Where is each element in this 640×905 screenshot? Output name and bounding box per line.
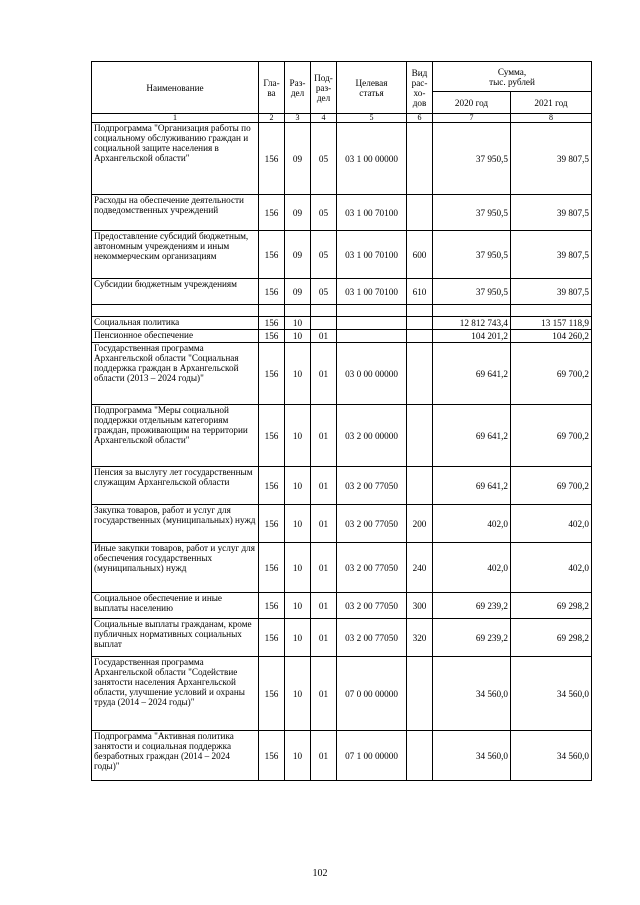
row-code-v: 610	[407, 279, 433, 305]
row-name: Расходы на обеспечение деятельности подведомственных учреждений	[92, 195, 259, 231]
row-code-r: 10	[285, 593, 311, 619]
row-sum-2021: 69 298,2	[511, 619, 592, 657]
row-code-g: 156	[259, 279, 285, 305]
row-code-v: 240	[407, 543, 433, 593]
row-sum-2021: 39 807,5	[511, 123, 592, 195]
header-glava: Гла- ва	[259, 62, 285, 114]
header-year-2020: 2020 год	[433, 92, 511, 114]
row-code-g: 156	[259, 317, 285, 330]
table-row	[92, 231, 592, 279]
row-code-g	[259, 305, 285, 317]
row-sum-2021: 402,0	[511, 505, 592, 543]
row-name: Социальные выплаты гражданам, кроме публичных нормативных социальных выплат	[92, 619, 259, 657]
row-code-r: 10	[285, 731, 311, 781]
row-code-s: 07 1 00 00000	[337, 731, 407, 781]
row-code-p: 01	[311, 343, 337, 405]
table-row	[92, 405, 592, 467]
row-code-v	[407, 467, 433, 505]
row-code-v: 320	[407, 619, 433, 657]
row-code-p: 01	[311, 330, 337, 343]
row-sum-2021: 13 157 118,9	[511, 317, 592, 330]
row-name: Пенсионное обеспечение	[92, 330, 259, 343]
row-code-v	[407, 123, 433, 195]
row-code-s	[337, 317, 407, 330]
header-razdel: Раз- дел	[285, 62, 311, 114]
row-name: Пенсия за выслугу лет государственным служащим Архангельской области	[92, 467, 259, 505]
row-code-s: 07 0 00 00000	[337, 657, 407, 731]
row-code-s: 03 1 00 70100	[337, 231, 407, 279]
row-code-s	[337, 330, 407, 343]
row-sum-2020: 69 641,2	[433, 343, 511, 405]
row-code-r: 10	[285, 343, 311, 405]
header-statya: Целевая статья	[337, 62, 407, 114]
col-number: 5	[337, 114, 407, 123]
row-sum-2020: 12 812 743,4	[433, 317, 511, 330]
row-code-g: 156	[259, 330, 285, 343]
row-sum-2020: 34 560,0	[433, 657, 511, 731]
col-number: 2	[259, 114, 285, 123]
row-code-r: 10	[285, 619, 311, 657]
table-row	[92, 731, 592, 781]
row-code-v	[407, 405, 433, 467]
row-code-g: 156	[259, 731, 285, 781]
row-code-r: 10	[285, 505, 311, 543]
row-sum-2021: 402,0	[511, 543, 592, 593]
row-code-r: 10	[285, 467, 311, 505]
row-code-p: 05	[311, 279, 337, 305]
row-name: Подпрограмма "Меры социальной поддержки отдельным категориям граждан, проживающим на территории Архангельской области"	[92, 405, 259, 467]
row-code-g: 156	[259, 405, 285, 467]
row-code-g: 156	[259, 593, 285, 619]
row-sum-2021: 34 560,0	[511, 657, 592, 731]
page-number: 102	[312, 868, 328, 879]
row-code-s: 03 1 00 70100	[337, 279, 407, 305]
row-code-r: 10	[285, 657, 311, 731]
row-name: Субсидии бюджетным учреждениям	[92, 279, 259, 305]
header-vid: Вид рас- хо- дов	[407, 62, 433, 114]
col-number: 3	[285, 114, 311, 123]
row-code-v	[407, 343, 433, 405]
table-row	[92, 619, 592, 657]
table-row	[92, 543, 592, 593]
row-sum-2020: 37 950,5	[433, 123, 511, 195]
row-code-r: 10	[285, 543, 311, 593]
column-number-row	[92, 114, 592, 123]
row-sum-2021: 39 807,5	[511, 195, 592, 231]
row-code-s: 03 1 00 70100	[337, 195, 407, 231]
table-row	[92, 657, 592, 731]
row-sum-2020: 402,0	[433, 543, 511, 593]
row-code-p: 01	[311, 467, 337, 505]
row-code-s: 03 2 00 00000	[337, 405, 407, 467]
row-code-r: 09	[285, 123, 311, 195]
row-name: Предоставление субсидий бюджетным, автономным учреждениям и иным некоммерческим организациям	[92, 231, 259, 279]
row-code-v: 600	[407, 231, 433, 279]
row-code-v	[407, 657, 433, 731]
row-sum-2021: 104 260,2	[511, 330, 592, 343]
table-row	[92, 467, 592, 505]
row-code-v: 200	[407, 505, 433, 543]
row-code-s: 03 2 00 77050	[337, 543, 407, 593]
row-code-p	[311, 305, 337, 317]
header-podrazdel: Под- раз- дел	[311, 62, 337, 114]
col-number: 1	[92, 114, 259, 123]
row-code-s	[337, 305, 407, 317]
row-name: Подпрограмма "Организация работы по социальному обслуживанию граждан и социальной защите населения в Архангельской области"	[92, 123, 259, 195]
col-number: 7	[433, 114, 511, 123]
row-code-g: 156	[259, 467, 285, 505]
table-body	[92, 123, 592, 781]
row-code-p: 01	[311, 505, 337, 543]
row-code-p: 01	[311, 405, 337, 467]
table-row	[92, 343, 592, 405]
table-row	[92, 330, 592, 343]
row-code-g: 156	[259, 231, 285, 279]
row-code-r	[285, 305, 311, 317]
row-sum-2020: 104 201,2	[433, 330, 511, 343]
row-code-g: 156	[259, 505, 285, 543]
row-code-r: 09	[285, 195, 311, 231]
header-summa: Сумма, тыс. рублей	[433, 62, 592, 92]
row-name: Иные закупки товаров, работ и услуг для обеспечения государственных (муниципальных) нужд	[92, 543, 259, 593]
row-sum-2020: 34 560,0	[433, 731, 511, 781]
row-code-p: 01	[311, 593, 337, 619]
row-sum-2021: 69 700,2	[511, 405, 592, 467]
row-code-s: 03 1 00 00000	[337, 123, 407, 195]
col-number: 8	[511, 114, 592, 123]
row-code-p	[311, 317, 337, 330]
table-row	[92, 593, 592, 619]
row-code-s: 03 0 00 00000	[337, 343, 407, 405]
row-sum-2020	[433, 305, 511, 317]
row-name: Закупка товаров, работ и услуг для государственных (муниципальных) нужд	[92, 505, 259, 543]
row-code-v	[407, 317, 433, 330]
row-code-p: 05	[311, 195, 337, 231]
row-code-s: 03 2 00 77050	[337, 593, 407, 619]
row-sum-2021: 69 700,2	[511, 467, 592, 505]
row-code-r: 10	[285, 317, 311, 330]
row-sum-2020: 37 950,5	[433, 279, 511, 305]
table-row	[92, 305, 592, 317]
row-code-g: 156	[259, 195, 285, 231]
row-sum-2020: 69 239,2	[433, 593, 511, 619]
row-sum-2020: 37 950,5	[433, 195, 511, 231]
row-code-p: 01	[311, 619, 337, 657]
row-code-r: 10	[285, 405, 311, 467]
table-row	[92, 279, 592, 305]
row-code-g: 156	[259, 619, 285, 657]
row-code-s: 03 2 00 77050	[337, 467, 407, 505]
row-sum-2020: 69 641,2	[433, 405, 511, 467]
row-name: Подпрограмма "Активная политика занятости и социальная поддержка безработных граждан (2014 – 2024 годы)"	[92, 731, 259, 781]
row-name	[92, 305, 259, 317]
row-code-v	[407, 330, 433, 343]
row-code-g: 156	[259, 343, 285, 405]
row-sum-2021: 69 298,2	[511, 593, 592, 619]
row-code-v	[407, 305, 433, 317]
row-sum-2021: 34 560,0	[511, 731, 592, 781]
row-code-v: 300	[407, 593, 433, 619]
row-code-v	[407, 731, 433, 781]
table-row	[92, 505, 592, 543]
row-code-s: 03 2 00 77050	[337, 505, 407, 543]
col-number: 6	[407, 114, 433, 123]
row-code-r: 09	[285, 279, 311, 305]
row-code-p: 01	[311, 543, 337, 593]
row-name: Государственная программа Архангельской области "Социальная поддержка граждан в Архангельской области (2013 – 2024 годы)"	[92, 343, 259, 405]
table-row	[92, 195, 592, 231]
row-sum-2021: 69 700,2	[511, 343, 592, 405]
row-code-g: 156	[259, 657, 285, 731]
row-name: Государственная программа Архангельской области "Содействие занятости населения Архангельской области, улучшение условий и охраны труда (2014 – 2024 годы)"	[92, 657, 259, 731]
budget-table	[91, 61, 592, 781]
row-sum-2021	[511, 305, 592, 317]
header-name: Наименование	[92, 62, 259, 114]
header-year-2021: 2021 год	[511, 92, 592, 114]
row-sum-2020: 69 641,2	[433, 467, 511, 505]
row-name: Социальное обеспечение и иные выплаты населению	[92, 593, 259, 619]
row-sum-2020: 69 239,2	[433, 619, 511, 657]
row-code-p: 05	[311, 123, 337, 195]
row-code-r: 10	[285, 330, 311, 343]
row-code-p: 05	[311, 231, 337, 279]
table-row	[92, 123, 592, 195]
row-code-g: 156	[259, 543, 285, 593]
row-code-p: 01	[311, 657, 337, 731]
row-code-p: 01	[311, 731, 337, 781]
row-sum-2020: 37 950,5	[433, 231, 511, 279]
table-row	[92, 317, 592, 330]
col-number: 4	[311, 114, 337, 123]
row-sum-2020: 402,0	[433, 505, 511, 543]
row-sum-2021: 39 807,5	[511, 231, 592, 279]
row-code-v	[407, 195, 433, 231]
row-sum-2021: 39 807,5	[511, 279, 592, 305]
row-name: Социальная политика	[92, 317, 259, 330]
row-code-r: 09	[285, 231, 311, 279]
row-code-g: 156	[259, 123, 285, 195]
row-code-s: 03 2 00 77050	[337, 619, 407, 657]
